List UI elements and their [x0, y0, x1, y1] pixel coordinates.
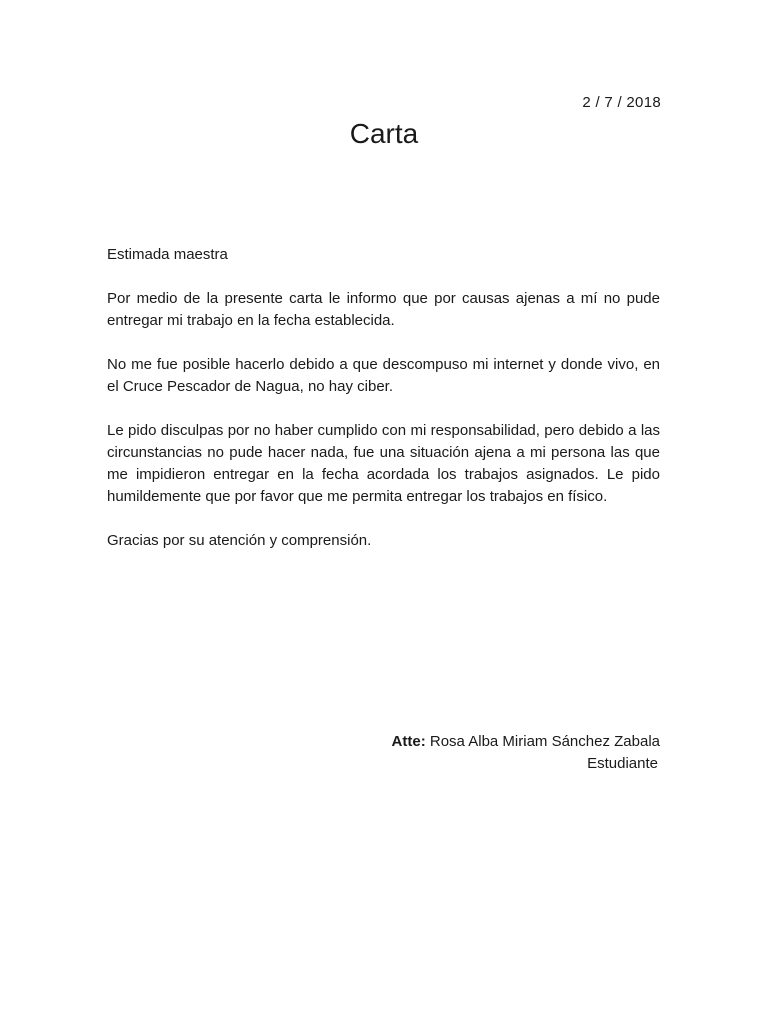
letter-body — [107, 244, 660, 574]
letter-greeting: Estimada maestra — [107, 246, 228, 263]
letter-paragraph-1: Por medio de la presente carta le informo que por causas ajenas a mí no pude entregar mi trabajo en la fecha establecida. — [107, 290, 660, 329]
signature-role: Estudiante — [587, 755, 658, 772]
signature-label: Atte: — [391, 733, 426, 750]
letter-title: Carta — [349, 118, 419, 149]
letter-paragraph-3: Le pido disculpas por no haber cumplido con mi responsabilidad, pero debido a las circunstancias no pude hacer nada, fue una situación ajena a mi persona las que me impidieron entregar en la fecha acordada los trabajos asignados. Le pido humildemente que por favor que me permita entregar los trabajos en físico. — [107, 422, 660, 505]
letter-closing: Gracias por su atención y comprensión. — [107, 532, 372, 549]
signature-name: Rosa Alba Miriam Sánchez Zabala — [429, 733, 660, 750]
signature-line — [392, 731, 660, 753]
letter-paragraph-2: No me fue posible hacerlo debido a que descompuso mi internet y donde vivo, en el Cruce Pescador de Nagua, no hay ciber. — [107, 356, 660, 395]
letter-date: 2 / 7 / 2018 — [582, 94, 661, 111]
signature-block — [392, 731, 660, 775]
